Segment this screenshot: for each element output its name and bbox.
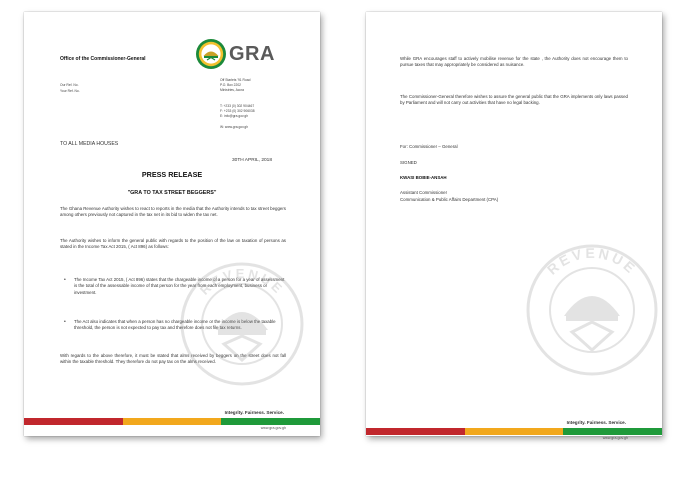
gold-band xyxy=(465,428,564,435)
revenue-authority-seal-icon xyxy=(178,260,306,388)
gra-emblem-icon xyxy=(195,38,227,70)
signatory-department: Communication & Public Affairs Department (CPA) xyxy=(400,197,499,202)
email: E: info@gra.gov.gh xyxy=(220,114,249,119)
gold-band xyxy=(123,418,222,425)
addressee: TO ALL MEDIA HOUSES xyxy=(60,141,119,147)
paragraph-1: The Ghana Revenue Authority wishes to react to reports in the media that the Authority intends to tax street beggers among others previously not captured in the tax net in its bid to widen the tax net. xyxy=(60,206,286,218)
office-title: Office of the Commissioner-General xyxy=(60,56,146,62)
colour-bar xyxy=(24,418,320,425)
fax: F: +233 (0) 302 906038 xyxy=(220,109,255,114)
your-ref-label: Your Ref. No. xyxy=(60,89,80,93)
gra-logo-text: GRA xyxy=(229,43,275,65)
press-release-subtitle: "GRA TO TAX STREET BEGGERS" xyxy=(127,190,217,196)
paragraph-2: The Authority wishes to inform the general public with regards to the position of the law on taxation of persons as stated in the Income Tax Act 2015, ( Act 896) as follows: xyxy=(60,238,286,250)
svg-text:REVENUE: REVENUE xyxy=(196,265,288,298)
press-release-page-1 xyxy=(24,12,320,436)
footer-url: www.gra.gov.gh xyxy=(260,426,286,430)
paragraph-4: While GRA encourages staff to actively mobilise revenue for the state , the Authority does not encourage them to pursue taxes that may appropriately be considered as nuisance. xyxy=(400,56,628,68)
address-line: P.O. Box 2202 xyxy=(220,83,242,88)
address-line: Off Starlets '91 Road xyxy=(220,78,251,82)
footer-motto: Integrity. Fairness. Service. xyxy=(566,420,626,425)
footer-motto: Integrity. Fairness. Service. xyxy=(224,410,284,415)
postal-address xyxy=(220,78,250,94)
press-release-page-2 xyxy=(366,12,662,440)
our-ref-label: Our Ref. No. xyxy=(60,83,79,87)
red-band xyxy=(24,418,123,425)
paragraph-5: The Commissioner-General therefore wishes to assure the general public that the GRA implements only laws passed by Parliament and will not carry out activities that have no legal backing. xyxy=(400,94,628,106)
svg-text:REVENUE: REVENUE xyxy=(543,244,641,278)
press-release-heading: PRESS RELEASE xyxy=(141,170,203,179)
colour-bar xyxy=(366,428,662,435)
red-band xyxy=(366,428,465,435)
list-item: • The Income Tax Act 2015, ( Act 896) states that the chargeable income of a person for a year of assessment is the total of the assessable income of that person for the year from each employment, business or investment. xyxy=(64,277,286,296)
address-line: Ministries, Accra xyxy=(220,88,244,93)
website: W: www.gra.gov.gh xyxy=(220,124,249,129)
gra-logo xyxy=(195,38,285,74)
revenue-authority-seal-icon xyxy=(524,242,660,378)
release-date: 30TH APRIL, 2018 xyxy=(232,158,272,163)
list-item: • The Act also indicates that when a person has no chargeable income or the income is below the taxable threshold, the person is not expected to pay tax and therefore does not file tax returns. xyxy=(64,319,286,332)
green-band xyxy=(221,418,320,425)
signatory-name: KWASI BOBIE-ANSAH xyxy=(400,175,447,180)
telephone: T: +233 (0) 302 904467 xyxy=(220,104,255,108)
paragraph-3: With regards to the above therefore, it must be stated that alms received by beggers on the street does not fall within the taxable threshold. They therefore do not pay tax on the alms received. xyxy=(60,353,286,365)
green-band xyxy=(563,428,662,435)
for-line: For: Commissioner – General xyxy=(400,144,458,149)
signatory-title: Assistant Commissioner xyxy=(400,190,448,195)
reference-block xyxy=(60,82,80,94)
signed-label: SIGNED xyxy=(400,160,417,165)
footer-url: www.gra.gov.gh xyxy=(602,436,628,440)
contact-details xyxy=(220,104,255,130)
